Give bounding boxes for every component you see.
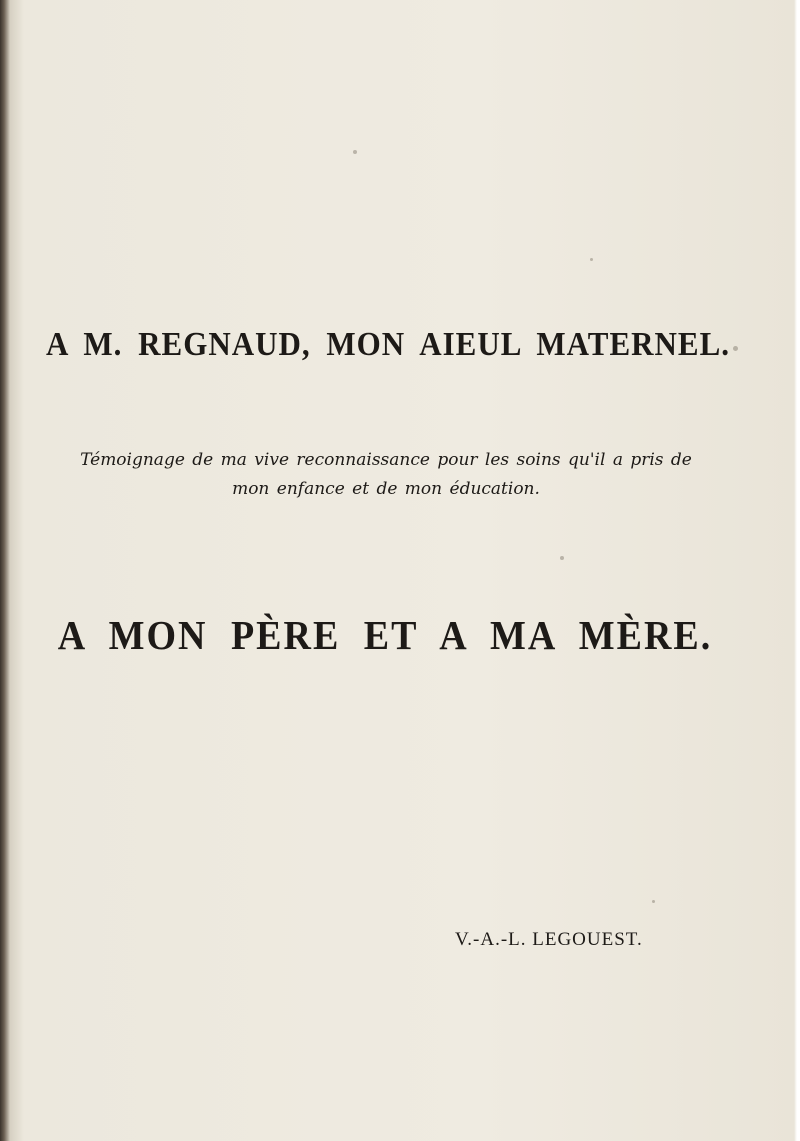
paper-speck [560,556,564,560]
paper-edge [794,0,800,1141]
dedication-parents: A MON PÈRE ET A MA MÈRE. [57,613,713,659]
tribute-line-1: Témoignage de ma vive reconnaissance pour les soins qu'il a pris de [80,450,692,470]
author-signature: V.-A.-L. LEGOUEST. [455,929,643,950]
dedication-grandfather: A M. REGNAUD, MON AIEUL MATERNEL. [45,324,731,363]
paper-speck [652,900,655,903]
paper-speck [353,150,357,154]
tribute-line-2: mon enfance et de mon éducation. [232,479,540,499]
paper-speck [590,258,593,261]
paper-speck [733,346,738,351]
tribute-text [0,446,786,504]
